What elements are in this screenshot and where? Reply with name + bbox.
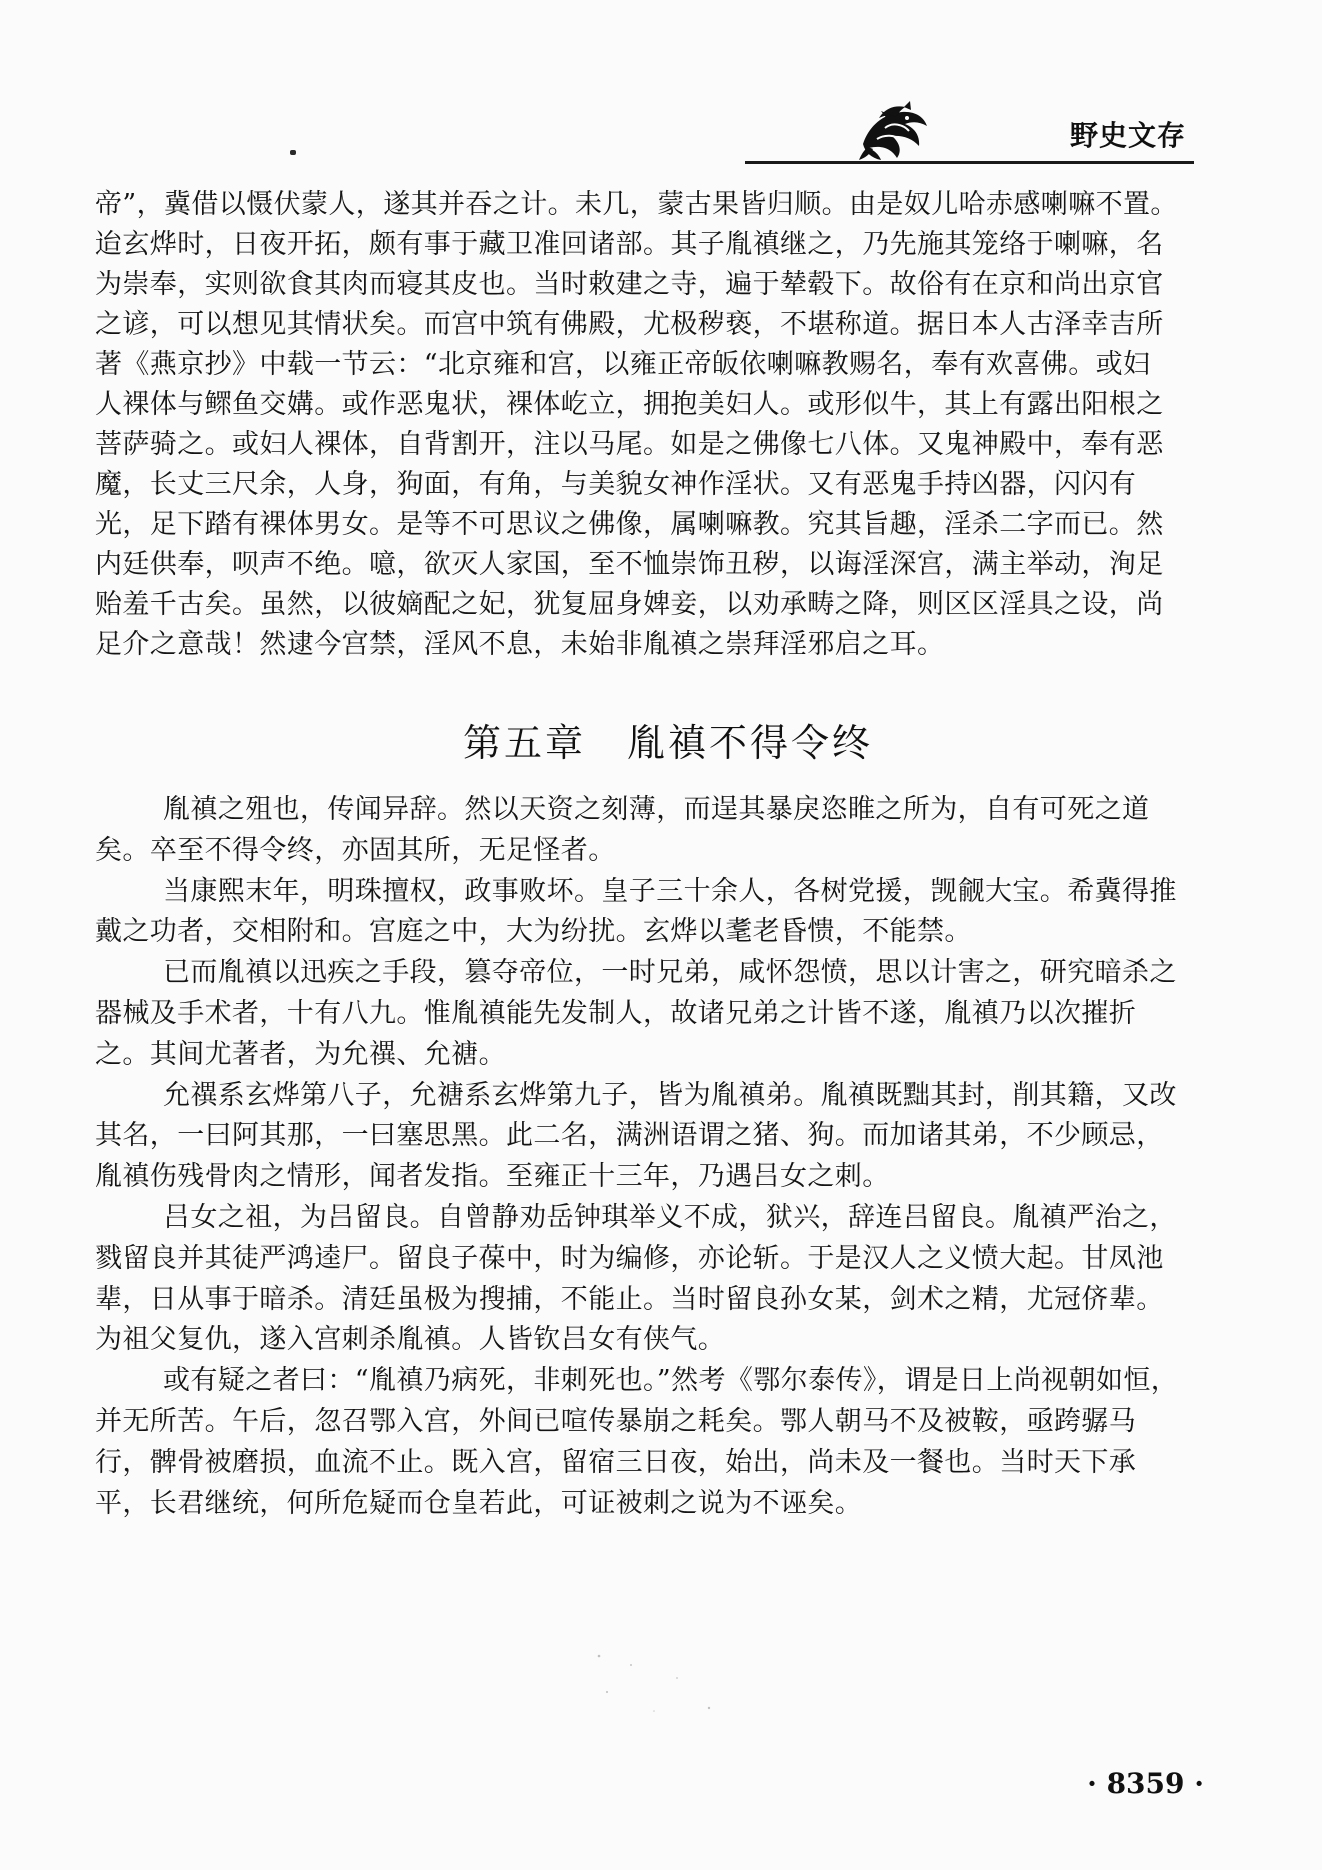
header-rule [745,161,1194,164]
body-line: 魔，长丈三尺余，人身，狗面，有角，与美貌女神作淫状。又有恶鬼手持凶器，闪闪有 [95,469,1137,500]
chapter-line: 辈，日从事于暗杀。清廷虽极为搜捕，不能止。当时留良孙女某，剑术之精，尤冠侪辈。 [95,1283,1164,1315]
chapter-line: 胤禛之殂也，传闻异辞。然以天资之刻薄，而逞其暴戾恣睢之所为，自有可死之道 [163,794,1150,825]
body-line: 贻羞千古矣。虽然，以彼嫡配之妃，犹复屈身婢妾，以劝承畴之降，则区区淫具之设，尚 [95,589,1164,620]
chapter-line: 吕女之祖，为吕留良。自曾静劝岳钟琪举义不成，狱兴，辞连吕留良。胤禛严治之， [163,1201,1177,1233]
dragon-logo-icon [857,100,929,162]
chapter-line: 器械及手术者，十有八九。惟胤禛能先发制人，故诸兄弟之计皆不遂，胤禛乃以次摧折 [95,997,1137,1029]
chapter-line: 行，髀骨被磨损，血流不止。既入宫，留宿三日夜，始出，尚未及一餐也。当时天下承 [95,1446,1137,1478]
chapter-line: 为祖父复仇，遂入宫刺杀胤禛。人皆钦吕女有侠气。 [95,1324,726,1356]
chapter-line: 其名，一曰阿其那，一曰塞思黑。此二名，满洲语谓之猪、狗。而加诸其弟，不少顾忌， [95,1120,1164,1152]
chapter-line: 矣。卒至不得令终，亦固其所，无足怪者。 [95,834,616,866]
chapter-line: 或有疑之者曰：“胤禛乃病死，非刺死也。”然考《鄂尔泰传》，谓是日上尚视朝如恒， [163,1365,1179,1397]
body-line: 为崇奉，实则欲食其肉而寝其皮也。当时敕建之寺，遍于辇毂下。故俗有在京和尚出京官 [95,269,1164,300]
chapter-line: 戮留良并其徒严鸿逵尸。留良子葆中，时为编修，亦论斩。于是汉人之义愤大起。甘凤池 [95,1242,1164,1274]
body-line: 内廷供奉，呗声不绝。噫，欲灭人家国，至不恤崇饰丑秽，以诲淫深宫，满主举动，洵足 [95,549,1164,580]
body-line: 著《燕京抄》中载一节云：“北京雍和宫，以雍正帝皈依喇嘛教赐名，奉有欢喜佛。或妇 [95,349,1151,380]
body-line: 之谚，可以想见其情状矣。而宫中筑有佛殿，尤极秽亵，不堪称道。据日本人古泽幸吉所 [95,309,1164,340]
chapter-text [95,790,1201,1524]
chapter-line: 当康熙末年，明珠擅权，政事败坏。皇子三十余人，各树党援，觊觎大宝。希冀得推 [163,875,1177,907]
scan-noise [585,1650,725,1720]
chapter-line: 允禩系玄烨第八子，允禟系玄烨第九子，皆为胤禛弟。胤禛既黜其封，削其籍，又改 [163,1079,1177,1111]
scan-speck [290,150,296,155]
body-line: 足介之意哉！然逮今宫禁，淫风不息，未始非胤禛之崇拜淫邪启之耳。 [95,629,945,660]
chapter-title: 第五章 胤禛不得令终 [463,721,874,765]
body-line: 人裸体与鳏鱼交媾。或作恶鬼状，裸体屹立，拥抱美妇人。或形似牛，其上有露出阳根之 [95,389,1164,420]
chapter-line: 平，长君继统，何所危疑而仓皇若此，可证被刺之说为不诬矣。 [95,1487,863,1519]
body-line: 帝”，冀借以慑伏蒙人，遂其并吞之计。未几，蒙古果皆归顺。由是奴儿哈赤感喇嘛不置。 [95,189,1178,220]
chapter-line: 之。其间尤著者，为允禩、允禟。 [95,1038,506,1070]
body-line: 迨玄烨时，日夜开拓，颇有事于藏卫准回诸部。其子胤禛继之，乃先施其笼络于喇嘛，名 [95,229,1164,260]
page-number: · 8359 · [1087,1767,1204,1800]
chapter-line: 已而胤禛以迅疾之手段，篡夺帝位，一时兄弟，咸怀怨愤，思以计害之，研究暗杀之 [163,957,1177,989]
chapter-line: 并无所苦。午后，忽召鄂入宫，外间已喧传暴崩之耗矣。鄂人朝马不及被鞍，亟跨骣马 [95,1405,1137,1437]
chapter-line: 戴之功者，交相附和。宫庭之中，大为纷扰。玄烨以耄老昏愦，不能禁。 [95,916,972,948]
chapter-line: 胤禛伤残骨肉之情形，闻者发指。至雍正十三年，乃遇吕女之刺。 [95,1161,890,1193]
running-header [95,92,1194,162]
continuing-text [95,185,1201,665]
body-line: 菩萨骑之。或妇人裸体，自背割开，注以马尾。如是之佛像七八体。又鬼神殿中，奉有恶 [95,429,1164,460]
book-series-title: 野史文存 [1069,119,1186,152]
body-line: 光，足下踏有裸体男女。是等不可思议之佛像，属喇嘛教。究其旨趣，淫杀二字而已。然 [95,509,1164,540]
